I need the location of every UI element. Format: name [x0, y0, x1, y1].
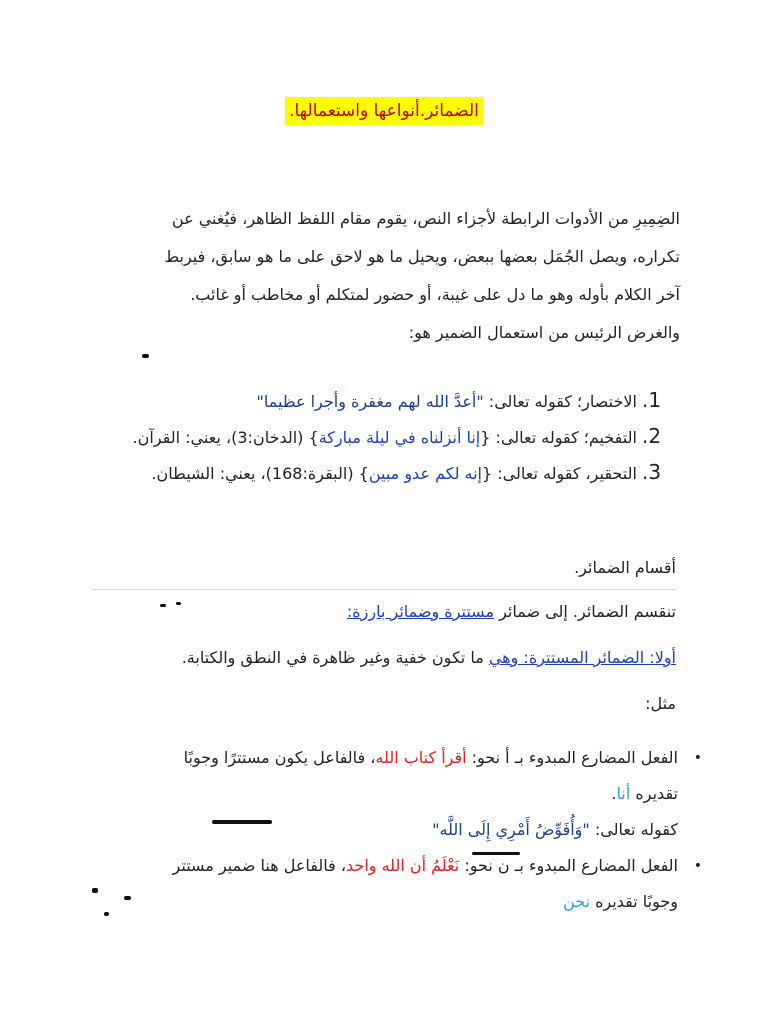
- first-type-description: ما تكون خفية وغير ظاهرة في النطق والكتابة.: [181, 648, 489, 667]
- verse-line: [60, 812, 678, 848]
- bullet-icon: •: [693, 858, 702, 874]
- intro-line: تكراره، ويصل الجُمَل بعضها ببعض، ويحيل ما هو لاحق على ما هو سابق، فيربط: [164, 247, 680, 266]
- example-text: الفعل المضارع المبدوء بـ ن نحو:: [459, 856, 678, 875]
- list-number: 3.: [642, 460, 662, 484]
- implied-pronoun: أنا: [616, 784, 631, 803]
- section-heading: أقسام الضمائر.: [574, 558, 676, 577]
- example-text: الفعل المضارع المبدوء بـ أ نحو:: [466, 748, 678, 767]
- intro-paragraph: [80, 200, 680, 352]
- example-text: وجوبًا تقديره: [590, 892, 678, 911]
- list-item-text: التحقير، كقوله تعالى: {: [482, 464, 637, 483]
- examples-list: [60, 740, 708, 920]
- example-phrase: أقرأ كتاب الله: [375, 748, 467, 767]
- example-tail: ، فالفاعل يكون مستترًا وجوبًا: [183, 748, 376, 767]
- division-lead: تنقسم الضمائر. إلى ضمائر: [494, 602, 676, 621]
- implied-pronoun: نحن: [563, 892, 590, 911]
- section-divider: [92, 589, 676, 590]
- scan-smudge: [124, 896, 131, 900]
- example-line: [60, 884, 678, 920]
- purposes-list: [72, 382, 672, 490]
- list-item: [72, 454, 672, 490]
- example-tail: .: [611, 784, 617, 803]
- verse-quote: إنه لكم عدو مبين: [368, 464, 482, 483]
- scan-smudge: [92, 888, 98, 893]
- example-line: [60, 848, 678, 884]
- list-item-tail: } (الدخان:3)، يعني: القرآن.: [132, 428, 319, 447]
- scan-smudge: [472, 852, 520, 855]
- scan-smudge: [142, 354, 149, 358]
- intro-line: الضِمِيرِ من الأدوات الرابطة لأجزاء النص، يقوم مقام اللفظ الظاهر، فيُغني عن: [171, 209, 680, 228]
- list-number: 1.: [642, 388, 662, 412]
- example-text: تقديره: [630, 784, 678, 803]
- example-phrase: نَعْلَمُ أن الله واحد: [346, 856, 460, 875]
- list-item-text: الاختصار؛ كقوله تعالى:: [483, 392, 637, 411]
- intro-line: والغرض الرئيس من استعمال الضمير هو:: [408, 323, 680, 342]
- example-line: [60, 740, 678, 776]
- example-tail: ، فالفاعل هنا ضمير مستتر: [172, 856, 347, 875]
- verse-lead: كقوله تعالى:: [589, 820, 678, 839]
- scan-smudge: [176, 602, 181, 605]
- list-item: [60, 740, 708, 848]
- verse-quote: إنا أنزلناه في ليلة مباركة: [318, 428, 481, 447]
- list-item-tail: } (البقرة:168)، يعني: الشيطان.: [151, 464, 369, 483]
- list-item-text: التفخيم؛ كقوله تعالى: {: [480, 428, 637, 447]
- document-title: الضمائر.أنواعها واستعمالها.: [285, 97, 483, 125]
- verse-quote: "وَأُفَوِّضُ أَمْرِي إِلَى اللَّه": [432, 820, 590, 839]
- title-container: [0, 97, 768, 125]
- division-line: [347, 602, 676, 621]
- example-label: مثل:: [645, 694, 676, 713]
- list-item: [60, 848, 708, 920]
- scan-smudge: [104, 912, 109, 916]
- first-type-line: [182, 648, 676, 667]
- example-line: [60, 776, 678, 812]
- verse-quote: "أعدَّ الله لهم مغفرة وأجرا عظيما": [256, 392, 484, 411]
- intro-line: آخر الكلام بأوله وهو ما دل على غيبة، أو حضور لمتكلم أو مخاطب أو غائب.: [190, 285, 680, 304]
- scan-smudge: [212, 820, 272, 824]
- list-item: [72, 382, 672, 418]
- list-number: 2.: [642, 424, 662, 448]
- hidden-pronouns-link[interactable]: أولا: الضمائر المستترة: وهي: [488, 648, 676, 667]
- pronoun-types-link[interactable]: مستترة وضمائر بارزة:: [346, 602, 495, 621]
- bullet-icon: •: [693, 750, 702, 766]
- list-item: [72, 418, 672, 454]
- scan-smudge: [160, 604, 166, 607]
